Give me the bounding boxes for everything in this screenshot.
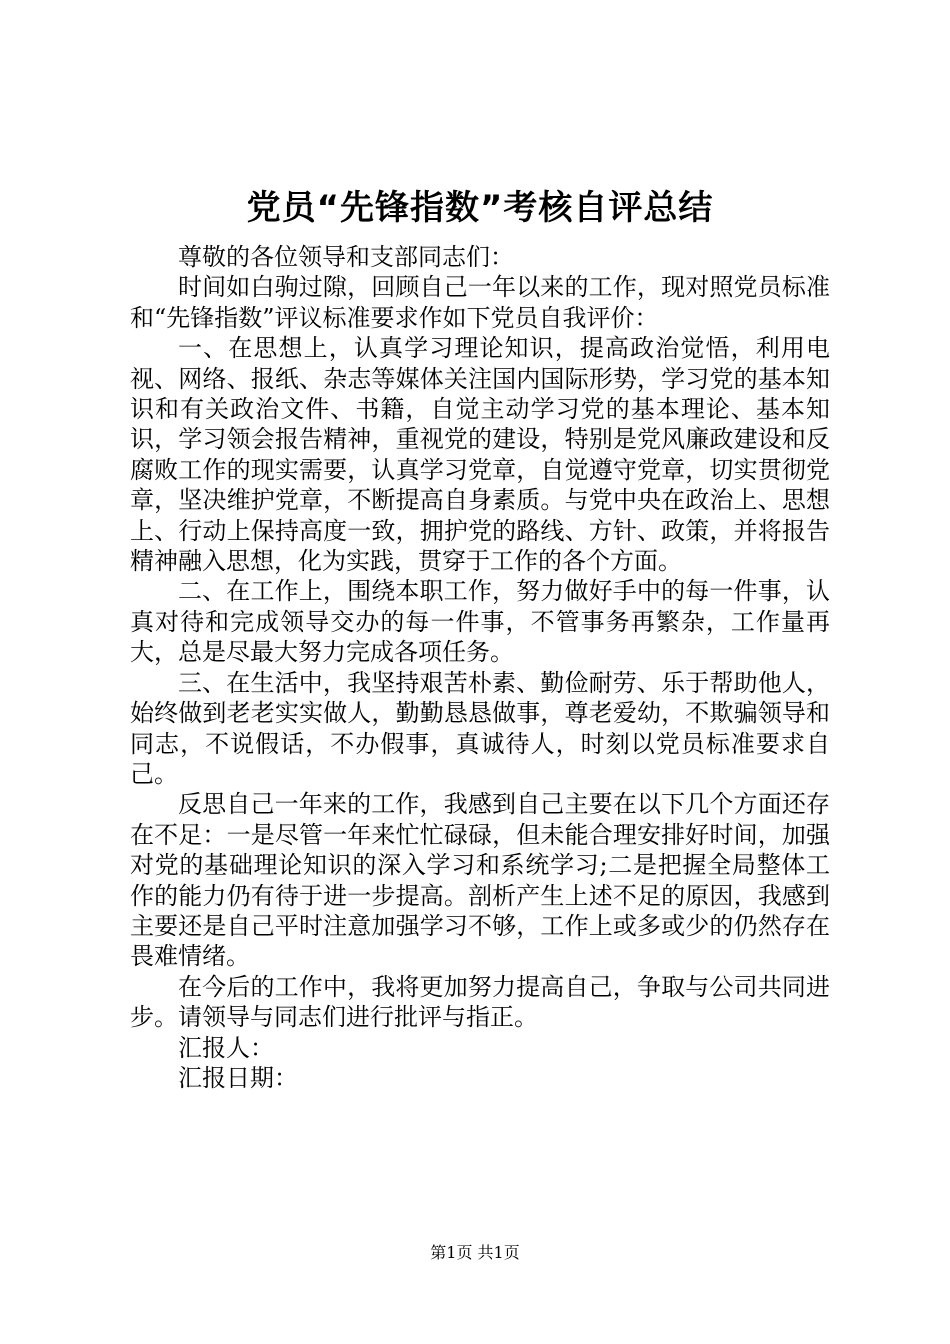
- document-page: [130, 180, 830, 1093]
- life-paragraph: 三、在生活中，我坚持艰苦朴素、勤俭耐劳、乐于帮助他人，始终做到老老实实做人，勤勤恳恳做事，尊老爱幼，不欺骗领导和同志，不说假话，不办假事，真诚待人，时刻以党员标准要求自己。: [130, 668, 830, 788]
- reporter-line: 汇报人：: [178, 1033, 274, 1062]
- reflection-paragraph: 反思自己一年来的工作，我感到自己主要在以下几个方面还存在不足：一是尽管一年来忙忙碌碌，但未能合理安排好时间，加强对党的基础理论知识的深入学习和系统学习;二是把握全局整体工作的能力仍有待于进一步提高。剖析产生上述不足的原因，我感到主要还是自己平时注意加强学习不够，工作上或多或少的仍然存在畏难情绪。: [130, 790, 830, 971]
- salutation: 尊敬的各位领导和支部同志们：: [178, 243, 514, 271]
- work-paragraph: 二、在工作上，围绕本职工作，努力做好手中的每一件事，认真对待和完成领导交办的每一件事，不管事务再繁杂，工作量再大，总是尽最大努力完成各项任务。: [130, 577, 830, 667]
- document-title: 党员“先锋指数”考核自评总结: [246, 188, 714, 228]
- intro-paragraph: 时间如白驹过隙，回顾自己一年以来的工作，现对照党员标准和“先锋指数”评议标准要求作如下党员自我评价：: [130, 273, 830, 332]
- report-date-line: 汇报日期：: [178, 1063, 298, 1092]
- ideology-paragraph: 一、在思想上，认真学习理论知识，提高政治觉悟，利用电视、网络、报纸、杂志等媒体关注国内国际形势，学习党的基本知识和有关政治文件、书籍，自觉主动学习党的基本理论、基本知识，学习领会报告精神，重视党的建设，特别是党风廉政建设和反腐败工作的现实需要，认真学习党章，自觉遵守党章，切实贯彻党章，坚决维护党章，不断提高自身素质。与党中央在政治上、思想上、行动上保持高度一致，拥护党的路线、方针、政策，并将报告精神融入思想，化为实践，贯穿于工作的各个方面。: [130, 334, 830, 576]
- page-number-footer: 第1页 共1页: [430, 1243, 520, 1262]
- closing-paragraph: 在今后的工作中，我将更加努力提高自己，争取与公司共同进步。请领导与同志们进行批评与指正。: [130, 972, 830, 1032]
